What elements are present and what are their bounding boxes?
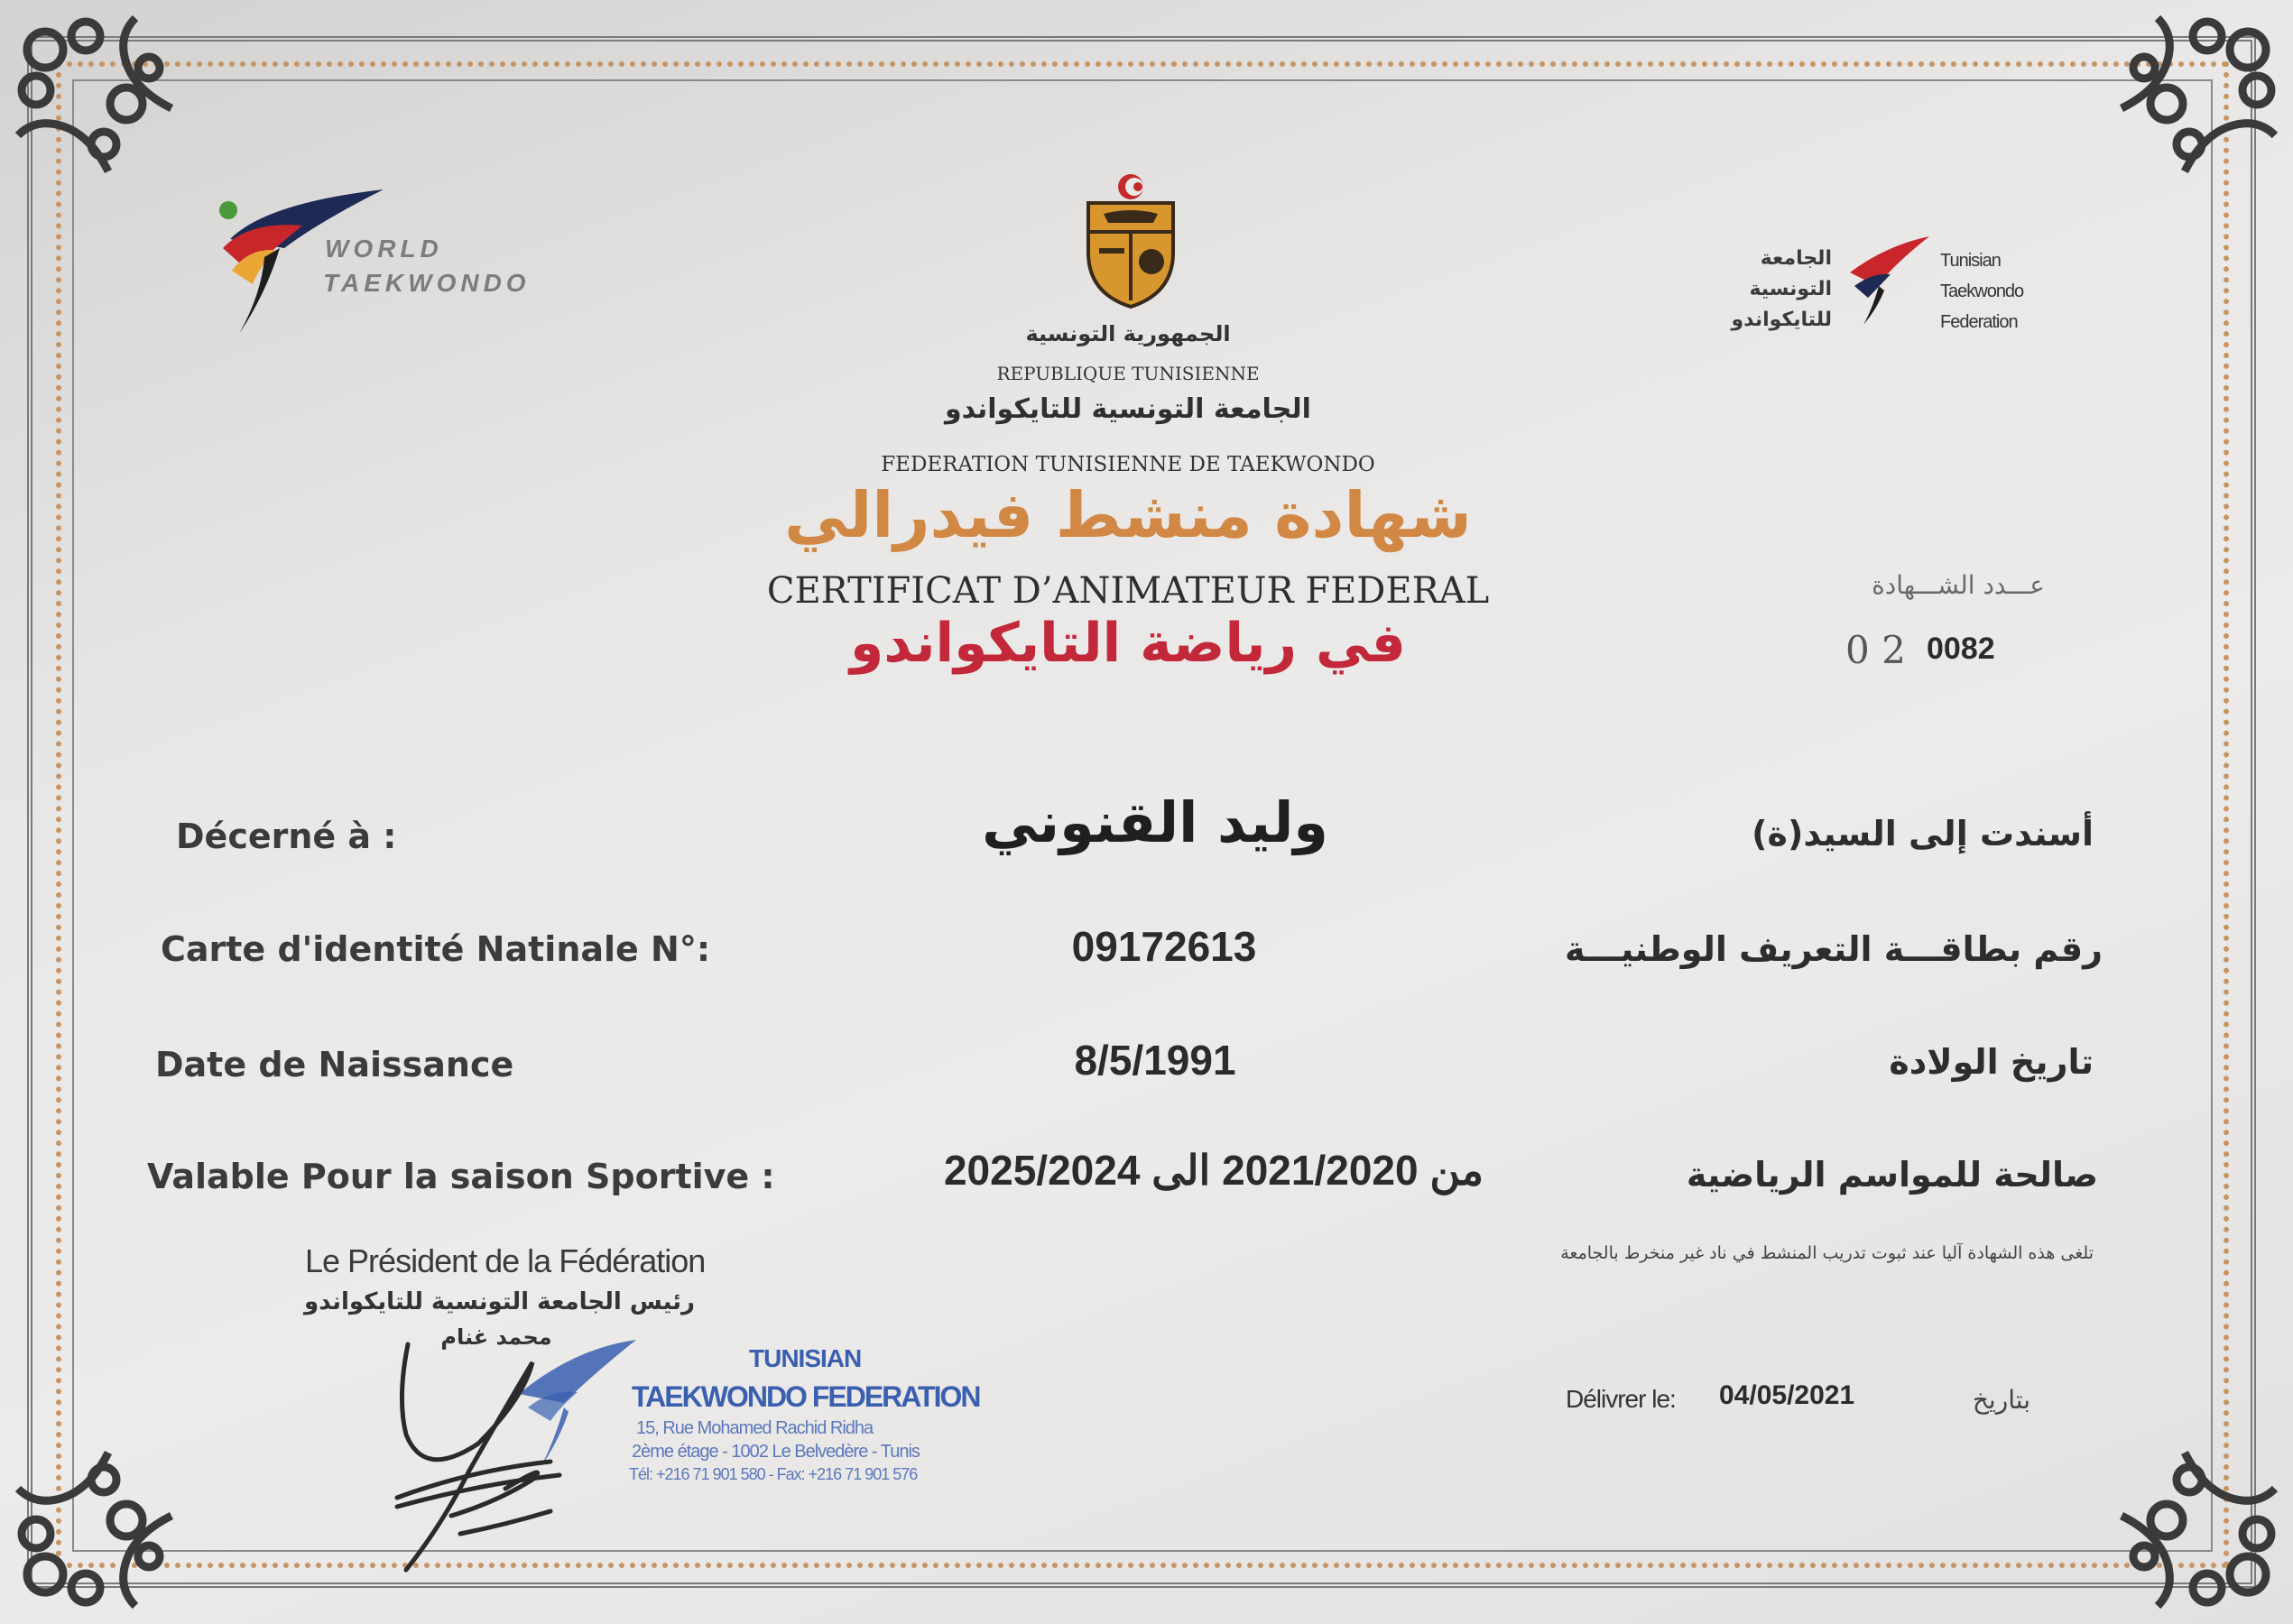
id-card-number: 09172613 bbox=[1071, 923, 1257, 970]
certificate-number-label: عـــدد الشـــهادة bbox=[1872, 570, 2045, 600]
republic-arabic: الجمهورية التونسية bbox=[1025, 321, 1231, 346]
republic-french: REPUBLIQUE TUNISIENNE bbox=[996, 363, 1260, 384]
corner-ornament-bottom-left bbox=[0, 1435, 190, 1624]
title-french: CERTIFICAT D’ANIMATEUR FEDERAL bbox=[766, 570, 1490, 612]
ttf-logo-arabic bbox=[1710, 244, 1832, 336]
stamp-line-3: 15, Rue Mohamed Rachid Ridha bbox=[636, 1418, 874, 1438]
delivered-date: 04/05/2021 bbox=[1719, 1380, 1855, 1410]
certificate-number-prefix: 0 2 bbox=[1845, 628, 1906, 672]
id-card-label-fr: Carte d'identité Natinale N°: bbox=[161, 929, 711, 969]
id-card-label-ar: رقم بطاقـــة التعريف الوطنيـــة bbox=[1564, 929, 2103, 969]
ttf-logo-ar-line-1: الجامعة bbox=[1760, 247, 1832, 270]
ttf-logo-ar-line-2: التونسية bbox=[1749, 278, 1832, 300]
corner-ornament-top-right bbox=[2103, 0, 2293, 189]
ttf-logo-en-line-2: Taekwondo bbox=[1940, 281, 2024, 301]
ttf-logo-en-line-3: Federation bbox=[1940, 312, 2018, 332]
stamp-line-5: Tél: +216 71 901 580 - Fax: +216 71 901 576 bbox=[629, 1465, 918, 1483]
ttf-logo-en-line-1: Tunisian bbox=[1940, 251, 2001, 271]
ttf-logo-english bbox=[1940, 245, 2023, 337]
president-title-fr: Le Président de la Fédération bbox=[305, 1242, 706, 1279]
president-title-ar: رئيس الجامعة التونسية للتايكواندو bbox=[304, 1288, 695, 1315]
title-arabic: شهادة منشط فيدرالي bbox=[784, 478, 1472, 552]
federation-french: FEDERATION TUNISIENNE DE TAEKWONDO bbox=[881, 453, 1375, 476]
world-taekwondo-text-1: WORLD bbox=[325, 235, 443, 263]
stamp-line-4: 2ème étage - 1002 Le Belvedère - Tunis bbox=[632, 1442, 920, 1462]
certificate-number-value: 0082 bbox=[1927, 632, 1995, 666]
world-taekwondo-text-2: TAEKWONDO bbox=[323, 269, 531, 297]
signature-icon bbox=[370, 1326, 650, 1579]
validity-seasons: من 2021/2020 الى 2025/2024 bbox=[943, 1147, 1484, 1194]
validity-label-fr: Valable Pour la saison Sportive : bbox=[147, 1157, 775, 1196]
corner-ornament-top-left bbox=[0, 0, 190, 189]
birth-date-label-fr: Date de Naissance bbox=[155, 1045, 514, 1084]
ttf-logo-icon bbox=[1841, 236, 1931, 327]
recipient-name: وليد القنوني bbox=[982, 789, 1328, 855]
president-name: محمد غنام bbox=[440, 1324, 552, 1350]
awarded-to-label-ar: أسندت إلى السيد(ة) bbox=[1752, 814, 2094, 854]
coat-of-arms-icon bbox=[1081, 167, 1180, 311]
federation-arabic: الجامعة التونسية للتايكواندو bbox=[945, 393, 1311, 425]
validity-label-ar: صالحة للمواسم الرياضية bbox=[1686, 1155, 2098, 1195]
subtitle-arabic: في رياضة التايكواندو bbox=[850, 612, 1406, 675]
delivered-label: Délivrer le: bbox=[1566, 1385, 1676, 1413]
corner-ornament-bottom-right bbox=[2103, 1435, 2293, 1624]
stamp-line-1: TUNISIAN bbox=[749, 1344, 862, 1372]
delivered-label-ar: بتاريخ bbox=[1972, 1385, 2030, 1415]
awarded-to-label-fr: Décerné à : bbox=[176, 817, 397, 856]
stamp-line-2: TAEKWONDO FEDERATION bbox=[632, 1380, 980, 1413]
birth-date-value: 8/5/1991 bbox=[1074, 1037, 1236, 1084]
validity-note-ar: تلغى هذه الشهادة آليا عند ثبوت تدريب المنشط في ناد غير منخرط بالجامعة bbox=[1560, 1243, 2094, 1263]
birth-date-label-ar: تاريخ الولادة bbox=[1889, 1042, 2094, 1082]
ttf-logo-ar-line-3: للتايكواندو bbox=[1731, 309, 1832, 331]
